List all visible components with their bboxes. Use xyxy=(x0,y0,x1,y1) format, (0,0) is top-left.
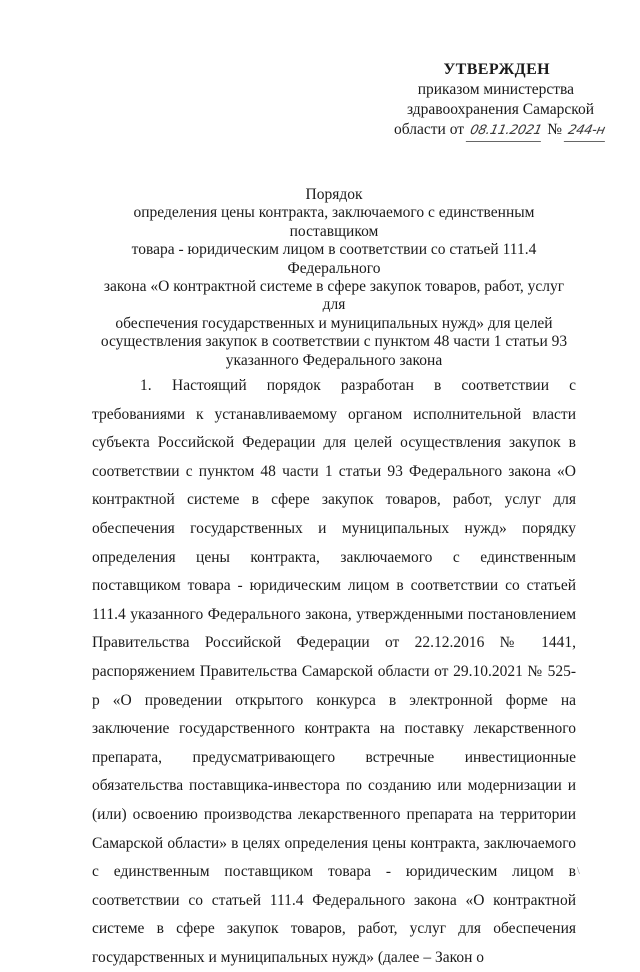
paragraph-text: Настоящий порядок разработан в соответствии с требованиями к устанавливаемому органом исполнительной власти субъекта Российской Федерации для целей осуществления закупок в соответствии с пунктом 48 части 1 статьи 93 Федерального закона «О контрактной системе в сфере закупок товаров, работ, услуг для обеспечения государственных и муниципальных нужд» порядку определения цены контракта, заключаемого с единственным поставщиком товара - юридическим лицом в соответствии со статьей 111.4 указанного Федерального закона, утвержденными постановлением Правительства Российской Федерации от 22.12.2016 № 1441, распоряжением Правительства Самарской области от 29.10.2021 № 525-р «О проведении открытого конкурса в электронной форме на заключение государственного контракта на поставку лекарственного препарата, предусматривающего встречные инвестиционные обязательства поставщика-инвестора по созданию или модернизации и (или) освоению производства лекарственного препарата на территории Самарской области» в целях определения цены контракта, заключаемого с единственным поставщиком товара - юридическим лицом в соответствии со статьей 111.4 Федерального закона «О контрактной системе в сфере закупок товаров, работ, услуг для обеспечения государственных и муниципальных нужд» (далее – Закон о xyxy=(92,377,576,966)
approval-date-handwritten: 08.11.2021 xyxy=(466,121,546,142)
document-title xyxy=(92,186,576,370)
paragraph-number: 1. xyxy=(140,377,152,394)
approval-heading: УТВЕРЖДЕН xyxy=(443,61,550,78)
approval-stamp-block xyxy=(394,60,607,142)
approval-number-sign: № xyxy=(547,121,562,138)
title-main: Порядок xyxy=(305,186,363,203)
title-line: указанного Федерального закона xyxy=(225,351,443,369)
title-line: товара - юридическим лицом в соответствии со статьей 111.4 Федерального xyxy=(131,241,537,277)
paragraph-1 xyxy=(92,372,576,972)
title-line: закона «О контрактной системе в сфере закупок товаров, работ, услуг для xyxy=(103,278,565,314)
scan-mark: \ xyxy=(577,866,580,877)
approval-line-2: здравоохранения Самарской xyxy=(406,101,594,118)
title-line: осуществления закупок в соответствии с пунктом 48 части 1 статьи 93 xyxy=(100,333,568,351)
approval-number-handwritten: 244-н xyxy=(564,121,609,142)
title-line: определения цены контракта, заключаемого с единственным поставщиком xyxy=(133,204,535,240)
title-line: обеспечения государственных и муниципальных нужд» для целей xyxy=(115,314,553,332)
approval-date-prefix: области от xyxy=(394,121,465,138)
approval-line-3 xyxy=(394,120,607,142)
approval-line-1: приказом министерства xyxy=(417,81,574,98)
